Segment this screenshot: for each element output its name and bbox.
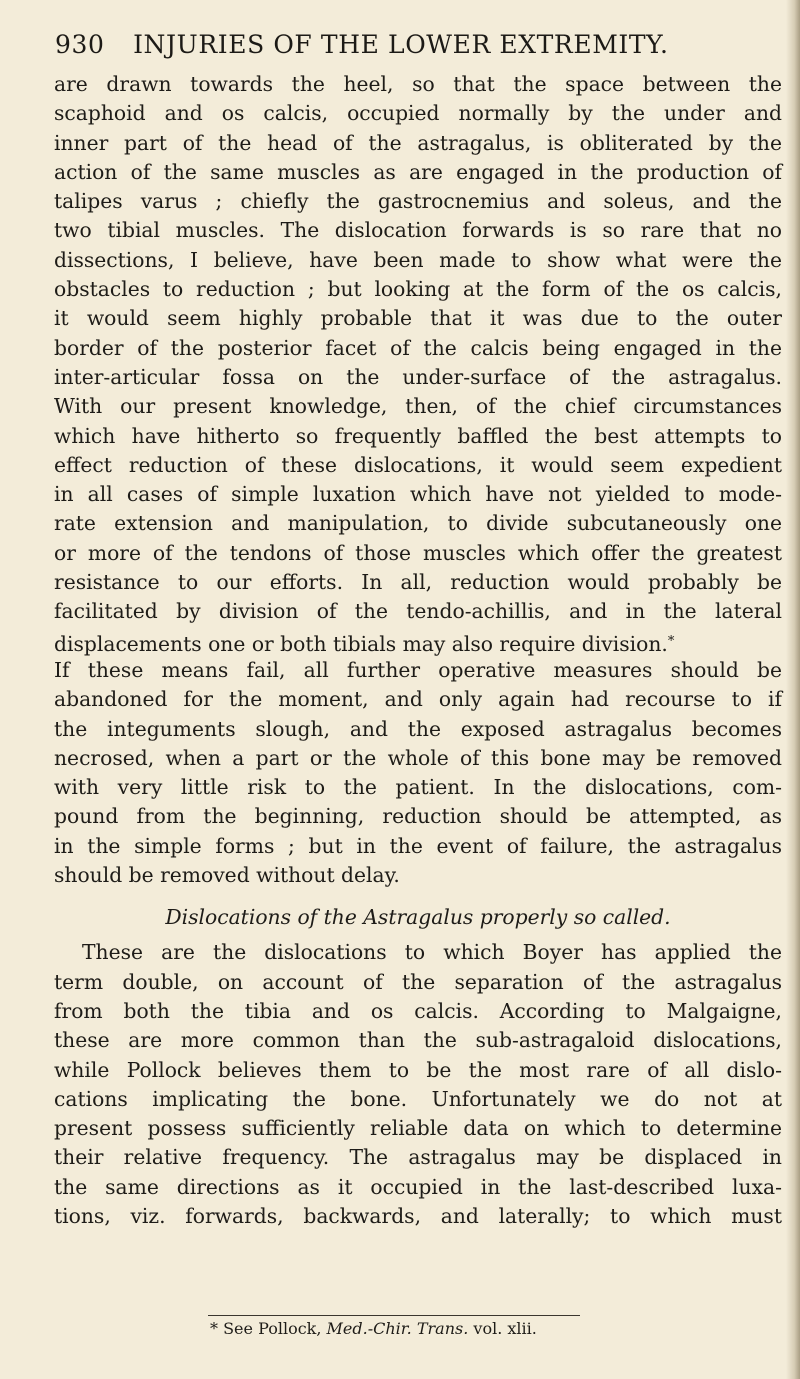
text-line: two tibial muscles. The dislocation forwards is so rare that no	[54, 218, 782, 243]
text-line: it would seem highly probable that it was due to the outer	[54, 306, 782, 331]
text-line: in the simple forms ; but in the event of failure, the astragalus	[54, 833, 782, 858]
text-line: border of the posterior facet of the calcis being engaged in the	[54, 335, 782, 360]
text-line: present possess sufficiently reliable data on which to determine	[54, 1116, 782, 1141]
text-line: in all cases of simple luxation which have not yielded to mode-	[54, 482, 782, 507]
footnote-marker: *	[210, 1319, 218, 1338]
text-line: cations implicating the bone. Unfortunately we do not at	[54, 1086, 782, 1111]
text-line: while Pollock believes them to be the most rare of all dislo-	[54, 1057, 782, 1082]
text-line: resistance to our efforts. In all, reduction would probably be	[54, 570, 782, 595]
text-line: or more of the tendons of those muscles which offer the greatest	[54, 540, 782, 565]
footnote-lead: See Pollock,	[223, 1319, 322, 1338]
text-line: abandoned for the moment, and only again had recourse to if	[54, 687, 782, 712]
text-line: rate extension and manipulation, to divide subcutaneously one	[54, 511, 782, 536]
text-line: necrosed, when a part or the whole of this bone may be removed	[54, 745, 782, 770]
text-line: are drawn towards the heel, so that the space between the	[54, 72, 782, 96]
text-line: dissections, I believe, have been made to show what were the	[54, 247, 782, 272]
footnote-marker: *	[667, 633, 675, 649]
footnote-tail: vol. xlii.	[473, 1319, 537, 1338]
text-line: With our present knowledge, then, of the chief circumstances	[54, 394, 782, 419]
text-line: scaphoid and os calcis, occupied normally by the under and	[54, 101, 782, 126]
text-line: the same directions as it occupied in the last-described luxa-	[54, 1174, 782, 1199]
text-line: action of the same muscles as are engaged in the production of	[54, 159, 782, 184]
text-line: tions, viz. forwards, backwards, and laterally; to which must	[54, 1203, 782, 1228]
footnote	[210, 1318, 730, 1340]
section-heading: Dislocations of the Astragalus properly so called.	[165, 905, 671, 930]
text-line: which have hitherto so frequently baffled the best attempts to	[54, 423, 782, 448]
text-line: inter-articular fossa on the under-surface of the astragalus.	[54, 364, 782, 389]
text-line: from both the tibia and os calcis. According to Malgaigne,	[54, 998, 782, 1023]
text-line: with very little risk to the patient. In the dislocations, com-	[54, 775, 782, 800]
text-line: facilitated by division of the tendo-achillis, and in the lateral	[54, 599, 782, 624]
text-line-with-footnote	[54, 627, 782, 656]
paragraph-1	[54, 70, 782, 890]
page-edge-shadow	[786, 0, 800, 1379]
paragraph-2	[54, 938, 782, 1231]
text-line: the integuments slough, and the exposed astragalus becomes	[54, 716, 782, 741]
text-line: term double, on account of the separation of the astragalus	[54, 969, 782, 994]
text-line: these are more common than the sub-astragaloid dislocations,	[54, 1028, 782, 1053]
footnote-journal: Med.-Chir. Trans.	[326, 1319, 469, 1338]
text-line: These are the dislocations to which Boyer has applied the	[82, 940, 782, 965]
text-line: their relative frequency. The astragalus may be displaced in	[54, 1145, 782, 1170]
running-title: INJURIES OF THE LOWER EXTREMITY.	[133, 30, 669, 59]
running-header	[55, 30, 775, 66]
text-line: inner part of the head of the astragalus, is obliterated by the	[54, 130, 782, 155]
body-text	[54, 70, 782, 1231]
text-line: talipes varus ; chiefly the gastrocnemius and soleus, and the	[54, 189, 782, 214]
text-line: displacements one or both tibials may also require division.	[54, 631, 668, 656]
footnote-rule	[208, 1315, 580, 1316]
text-line: effect reduction of these dislocations, it would seem expedient	[54, 452, 782, 477]
page-number: 930	[55, 30, 105, 59]
text-line: should be removed without delay.	[54, 863, 400, 888]
text-line: pound from the beginning, reduction should be attempted, as	[54, 804, 782, 829]
text-line: If these means fail, all further operative measures should be	[54, 657, 782, 682]
text-line: obstacles to reduction ; but looking at the form of the os calcis,	[54, 277, 782, 302]
